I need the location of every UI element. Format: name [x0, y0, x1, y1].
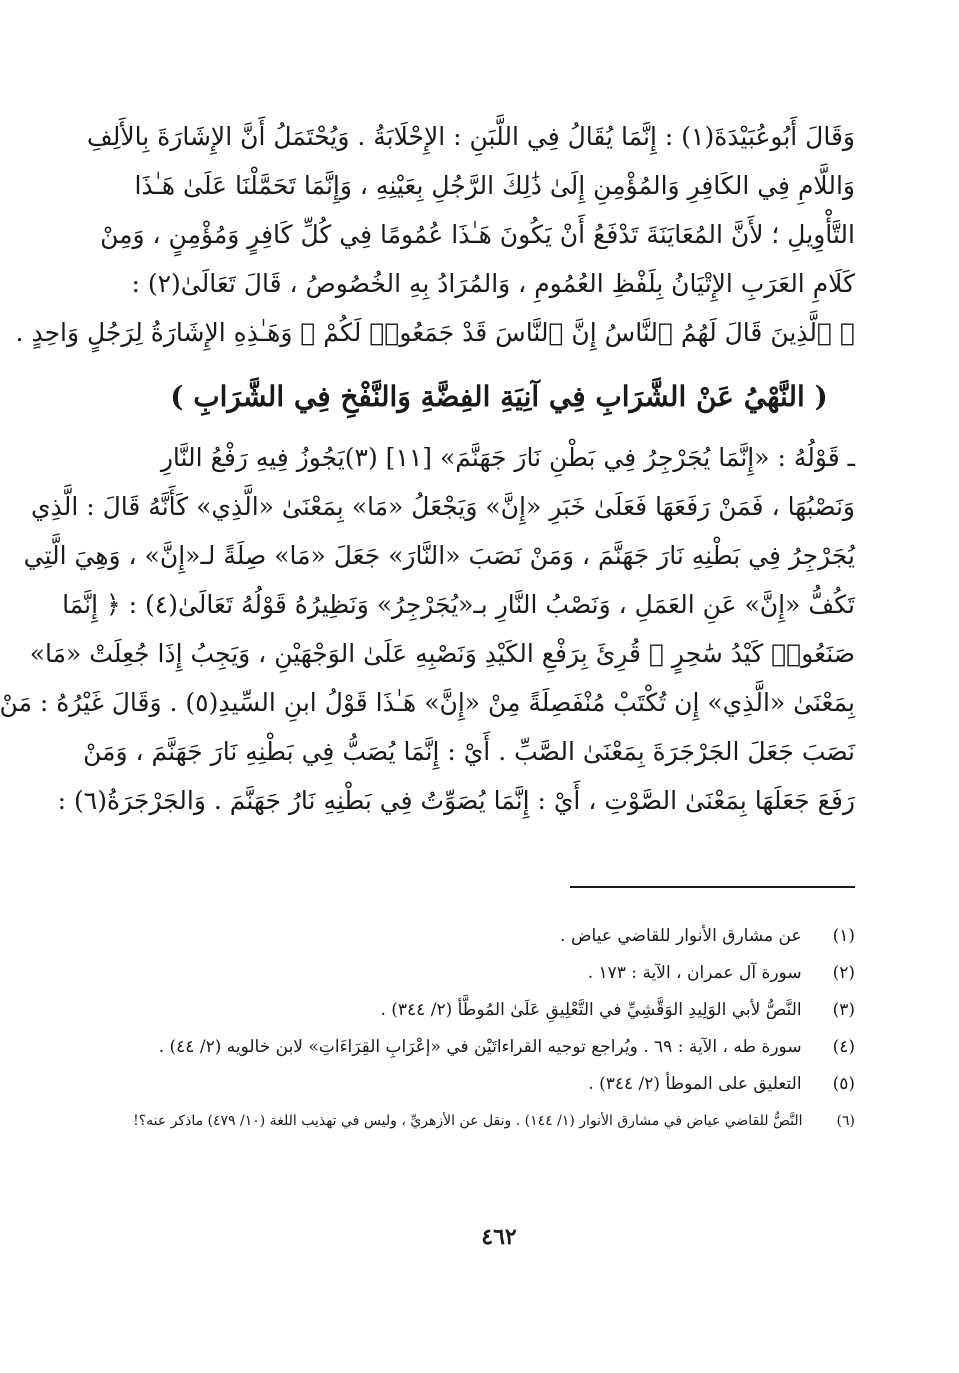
footnote-number: (١) [832, 926, 855, 946]
footnotes-list [133, 918, 855, 1140]
footnote-text: سورة طه ، الآية : ٦٩ . ويُراجع توجيه القراءاتَيْن في «إعْرَابِ القِرَاءَاتِ» لابن خالويه (٢/ ٤٤) . [158, 1037, 802, 1057]
text-line: كَلَامِ العَرَبِ الإِتْيَانُ بِلَفْظِ العُمُومِ ، وَالمُرَادُ بِهِ الخُصُوصُ ، قَالَ تَعَالَىٰ(٢) : [131, 269, 855, 298]
paragraph-2 [0, 433, 855, 825]
text-line: رَفَعَ جَعَلَهَا بِمَعْنَىٰ الصَّوْتِ ، أَيْ : إِنَّمَا يُصَوِّتُ فِي بَطْنِهِ نَارُ جَهَنَّمَ . وَالجَرْجَرَةُ(٦) : [57, 786, 855, 815]
footnote-text: النَّصُّ للقاضي عياض في مشارق الأنوار (١/ ١٤٤) . ونقل عن الأزهريِّ ، وليس في تهذيب اللغة (١٠/ ٤٧٩) ماذكر عنه؟! [133, 1113, 803, 1129]
footnote-text: سورة آل عمران ، الآية : ١٧٣ . [587, 963, 802, 983]
footnote-item [143, 1066, 855, 1103]
text-line: وَنَصْبُهَا ، فَمَنْ رَفَعَهَا فَعَلَىٰ خَبَرِ «إِنَّ» وَيَجْعَلُ «مَا» بِمَعْنَىٰ «الَّذِي» كَأَنَّهُ قَالَ : الَّذِي [31, 492, 855, 521]
footnote-item [143, 992, 855, 1029]
text-line: يُجَرْجِرُ فِي بَطْنِهِ نَارَ جَهَنَّمَ ، وَمَنْ نَصَبَ «النَّارَ» جَعَلَ «مَا» صِلَةً لـ«إِنَّ» ، وَهِيَ الَّتِي [23, 541, 855, 570]
footnote-text: التعليق على الموطأ (٢/ ٣٤٤) . [588, 1074, 802, 1094]
text-line: نَصَبَ جَعَلَ الجَرْجَرَةَ بِمَعْنَىٰ الصَّبِّ . أَيْ : إِنَّمَا يُصَبُّ فِي بَطْنِهِ نَارَ جَهَنَّمَ ، وَمَنْ [83, 737, 855, 766]
footnote-number: (٣) [832, 1000, 855, 1020]
footnote-item [133, 1103, 855, 1140]
document-page [0, 112, 855, 1312]
text-line: وَقَالَ أَبُوعُبَيْدَةَ(١) : إِنَّمَا يُقَالُ فِي اللَّبَنِ : الإِحْلَابَةُ . وَيُحْتَمَلُ أَنَّ الإِشَارَةَ بِالأَلِفِ [86, 122, 855, 151]
footnote-text: النَّصُّ لأبي الوَلِيدِ الوَقَّشِيِّ في التَّعْلِيقِ عَلَىٰ المُوطَّأ (٢/ ٣٤٤) . [380, 1000, 802, 1020]
footnote-item [143, 918, 855, 955]
footnote-number: (٥) [832, 1074, 855, 1094]
text-line: التَّأْوِيلِ ؛ لأَنَّ المُعَايَنَةَ تَدْفَعُ أَنْ يَكُونَ هَـٰذَا عُمُومًا فِي كُلِّ كَافِرٍ وَمُؤْمِنٍ ، وَمِنْ [100, 220, 855, 249]
text-line: وَاللَّامِ فِي الكَافِرِ وَالمُؤْمِنِ إِلَىٰ ذَٰلِكَ الرَّجُلِ بِعَيْنِهِ ، وَإِنَّمَا تَحَمَّلْنَا عَلَىٰ هَـٰذَا [134, 171, 855, 200]
footnote-text: عن مشارق الأنوار للقاضي عياض . [560, 926, 802, 946]
text-line: بِمَعْنَىٰ «الَّذِي» إِن تُكْتَبْ مُنْفَصِلَةً مِنْ «إِنَّ» هَـٰذَا قَوْلُ ابنِ السِّيدِ(٥) . وَقَالَ غَيْرُهُ : مَنْ [0, 688, 855, 717]
text-line: صَنَعُوا۟ كَيْدُ سَٰحِرٍ ﴾ قُرِئَ بِرَفْعِ الكَيْدِ وَنَصْبِهِ عَلَىٰ الوَجْهَيْنِ ، وَيَجِبُ إِذَا جُعِلَتْ «مَا» [29, 639, 855, 668]
page-number: ٤٦٢ [481, 1224, 517, 1250]
text-line: ـ قَوْلُهُ : «إِنَّمَا يُجَرْجِرُ فِي بَطْنِ نَارَ جَهَنَّمَ» [١١] (٣)يَجُوزُ فِيهِ رَفْعُ النَّارِ [160, 443, 855, 472]
footnote-divider [570, 886, 855, 888]
footnote-item [143, 955, 855, 992]
paragraph-1 [15, 112, 855, 357]
text-line: ﴿ ٱلَّذِينَ قَالَ لَهُمُ ٱلنَّاسُ إِنَّ ٱلنَّاسَ قَدْ جَمَعُوا۟ لَكُمْ ﴾ وَهَـٰذِهِ الإِشَارَةُ لِرَجُلٍ وَاحِدٍ . [15, 318, 855, 347]
footnote-item [143, 1029, 855, 1066]
footnote-number: (٢) [832, 963, 855, 983]
footnote-number: (٦) [836, 1113, 855, 1129]
footnote-number: (٤) [832, 1037, 855, 1057]
text-line: تَكُفُّ «إِنَّ» عَنِ العَمَلِ ، وَنَصْبُ النَّارِ بـ«يُجَرْجِرُ» وَنَظِيرُهُ قَوْلُهُ تَعَالَىٰ(٤) : ﴿ إِنَّمَا [62, 590, 855, 619]
section-heading: ( النَّهْيُ عَنْ الشَّرَابِ فِي آنِيَةِ الفِضَّةِ وَالنَّفْخِ فِي الشَّرَابِ ) [170, 380, 828, 413]
